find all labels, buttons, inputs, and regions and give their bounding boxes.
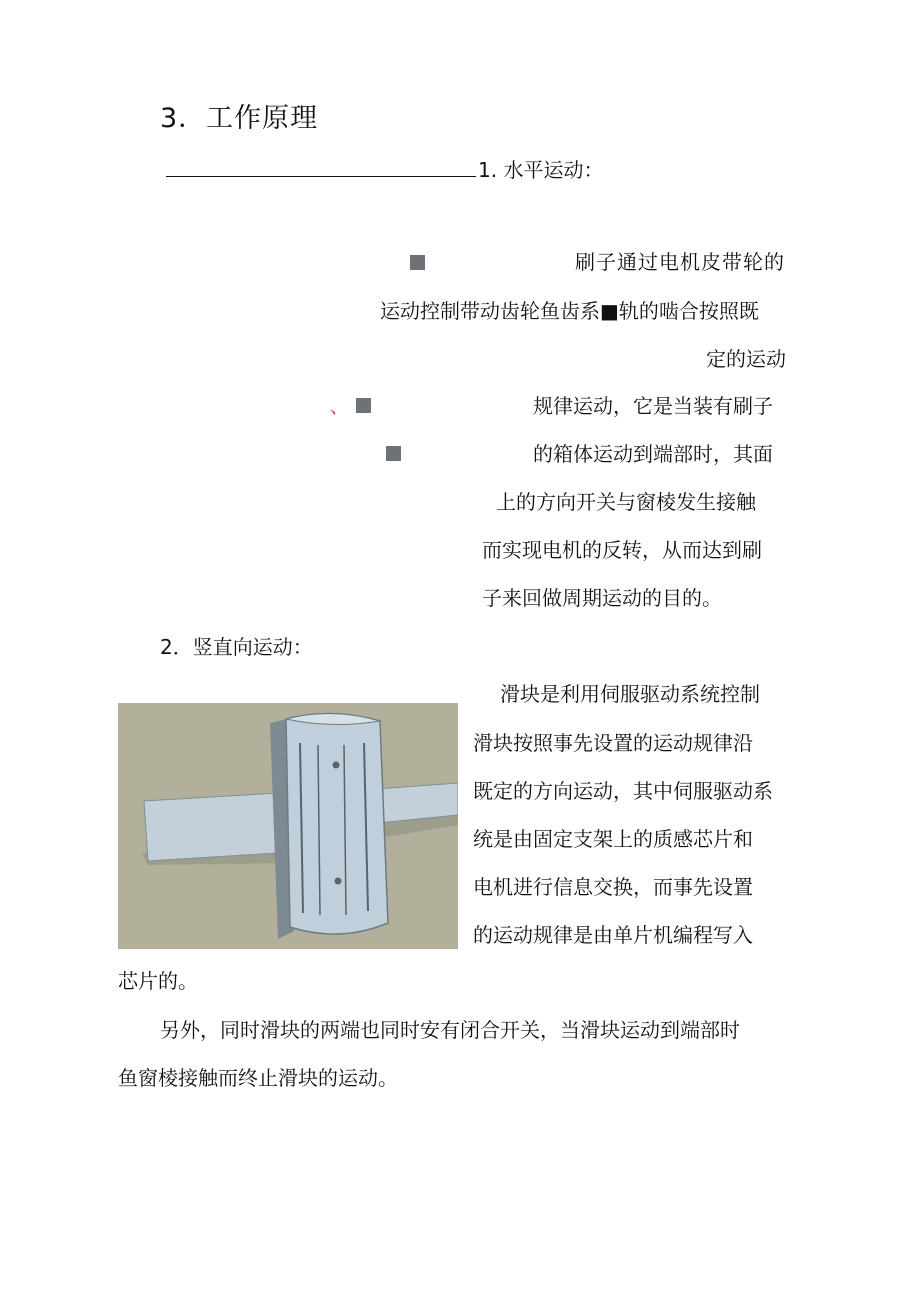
section-title: 3．工作原理	[160, 103, 319, 134]
placeholder-marker	[356, 398, 371, 413]
comma-mark: 、	[330, 397, 348, 418]
horizontal-text-line: 刷子通过电机皮带轮的	[575, 250, 785, 274]
subsection-2-title: 2．竖直向运动：	[160, 635, 313, 659]
placeholder-marker	[386, 446, 401, 461]
slider-render-image	[118, 703, 458, 949]
vertical-text-line: 滑块按照事先设置的运动规律沿	[473, 731, 753, 755]
horizontal-text-line: 运动控制带动齿轮鱼齿系■轨的啮合按照既	[380, 299, 759, 323]
placeholder-marker	[410, 255, 425, 270]
vertical-text-line: 的运动规律是由单片机编程写入	[473, 923, 753, 947]
vertical-text-line: 芯片的。	[118, 969, 198, 993]
vertical-text-line: 既定的方向运动，其中伺服驱动系	[473, 779, 773, 803]
horizontal-text-line: 的箱体运动到端部时，其面	[533, 442, 773, 466]
title-underline	[166, 176, 476, 177]
extra-paragraph-line: 另外，同时滑块的两端也同时安有闭合开关，当滑块运动到端部时	[160, 1018, 740, 1042]
horizontal-text-line: 规律运动，它是当装有刷子	[533, 394, 773, 418]
horizontal-text-line: 子来回做周期运动的目的。	[482, 586, 722, 610]
horizontal-text-line: 而实现电机的反转，从而达到刷	[482, 538, 762, 562]
bolt-hole	[335, 878, 342, 885]
horizontal-text-line: 定的运动	[706, 347, 786, 371]
subsection-1-title: 1. 水平运动：	[478, 158, 604, 182]
vertical-text-line: 电机进行信息交换，而事先设置	[473, 875, 753, 899]
vertical-text-line: 统是由固定支架上的质感芯片和	[473, 827, 753, 851]
vertical-text-line: 滑块是利用伺服驱动系统控制	[500, 682, 760, 706]
horizontal-text-line: 上的方向开关与窗棱发生接触	[496, 490, 756, 514]
left-rail	[144, 793, 278, 861]
bolt-hole	[333, 762, 340, 769]
extra-paragraph-line: 鱼窗棱接触而终止滑块的运动。	[118, 1066, 398, 1090]
